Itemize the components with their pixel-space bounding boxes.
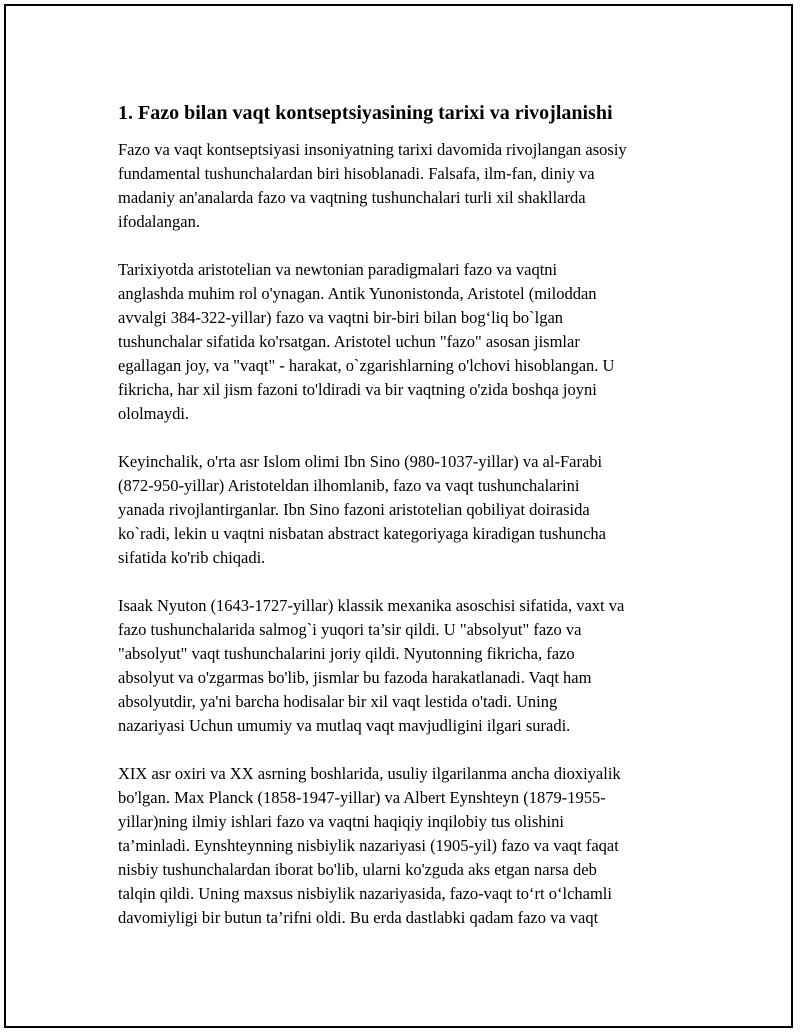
paragraph [118,762,698,930]
paragraph-line: XIX asr oxiri va XX asrning boshlarida, usuliy ilgarilanma ancha dioxiyalik [118,764,621,783]
paragraph-line: yillar)ning ilmiy ishlari fazo va vaqtni haqiqiy inqilobiy tus olishini [118,812,564,831]
document-page [4,4,793,1028]
paragraph-line: nisbiy tushunchalardan iborat bo'lib, ularni ko'zguda aks etgan narsa deb [118,860,597,879]
paragraph [118,258,698,426]
paragraph-line: sifatida ko'rib chiqadi. [118,548,266,567]
paragraph-line: madaniy an'analarda fazo va vaqtning tushunchalari turli xil shakllarda [118,188,586,207]
paragraph-line: egallagan joy, va "vaqt" - harakat, o`zgarishlarning o'lchovi hisoblangan. U [118,356,615,375]
paragraph-line: absolyutdir, ya'ni barcha hodisalar bir xil vaqt lestida o'tadi. Uning [118,692,558,711]
paragraph-line: fikricha, har xil jism fazoni to'ldiradi va bir vaqtning o'zida boshqa joyni [118,380,597,399]
paragraph-line: Isaak Nyuton (1643-1727-yillar) klassik mexanika asoschisi sifatida, vaxt va [118,596,625,615]
paragraph-line: absolyut va o'zgarmas bo'lib, jismlar bu fazoda harakatlanadi. Vaqt ham [118,668,592,687]
paragraph-line: ko`radi, lekin u vaqtni nisbatan abstract kategoriyaga kiradigan tushuncha [118,524,606,543]
paragraph [118,450,698,570]
paragraph-line: ta’minladi. Eynshteynning nisbiylik nazariyasi (1905-yil) fazo va vaqt faqat [118,836,619,855]
paragraph-line: fundamental tushunchalardan biri hisoblanadi. Falsafa, ilm-fan, diniy va [118,164,595,183]
paragraph-line: ifodalangan. [118,212,201,231]
paragraph-line: ololmaydi. [118,404,190,423]
paragraph-line: bo'lgan. Max Planck (1858-1947-yillar) va Albert Eynshteyn (1879-1955- [118,788,606,807]
section-title: 1. Fazo bilan vaqt kontseptsiyasining tarixi va rivojlanishi [118,102,613,124]
paragraph [118,138,698,234]
document-content [118,100,698,954]
paragraph-line: Keyinchalik, o'rta asr Islom olimi Ibn Sino (980-1037-yillar) va al-Farabi [118,452,603,471]
paragraph-line: talqin qildi. Uning maxsus nisbiylik nazariyasida, fazo-vaqt to‘rt o‘lchamli [118,884,612,903]
paragraph-line: (872-950-yillar) Aristoteldan ilhomlanib, fazo va vaqt tushunchalarini [118,476,580,495]
paragraph-line: nazariyasi Uchun umumiy va mutlaq vaqt mavjudligini ilgari suradi. [118,716,571,735]
paragraph-line: davomiyligi bir butun ta’rifni oldi. Bu erda dastlabki qadam fazo va vaqt [118,908,599,927]
paragraph-line: yanada rivojlantirganlar. Ibn Sino fazoni aristotelian qobiliyat doirasida [118,500,590,519]
paragraph-list [118,138,698,930]
paragraph-line: avvalgi 384-322-yillar) fazo va vaqtni bir-biri bilan bog‘liq bo`lgan [118,308,564,327]
paragraph [118,594,698,738]
paragraph-line: Fazo va vaqt kontseptsiyasi insoniyatning tarixi davomida rivojlangan asosiy [118,140,627,159]
paragraph-line: "absolyut" vaqt tushunchalarini joriy qildi. Nyutonning fikricha, fazo [118,644,575,663]
paragraph-line: Tarixiyotda aristotelian va newtonian paradigmalari fazo va vaqtni [118,260,558,279]
paragraph-line: fazo tushunchalarida salmog`i yuqori ta’sir qildi. U "absolyut" fazo va [118,620,582,639]
paragraph-line: tushunchalar sifatida ko'rsatgan. Aristotel uchun "fazo" asosan jismlar [118,332,580,351]
paragraph-line: anglashda muhim rol o'ynagan. Antik Yunonistonda, Aristotel (miloddan [118,284,597,303]
